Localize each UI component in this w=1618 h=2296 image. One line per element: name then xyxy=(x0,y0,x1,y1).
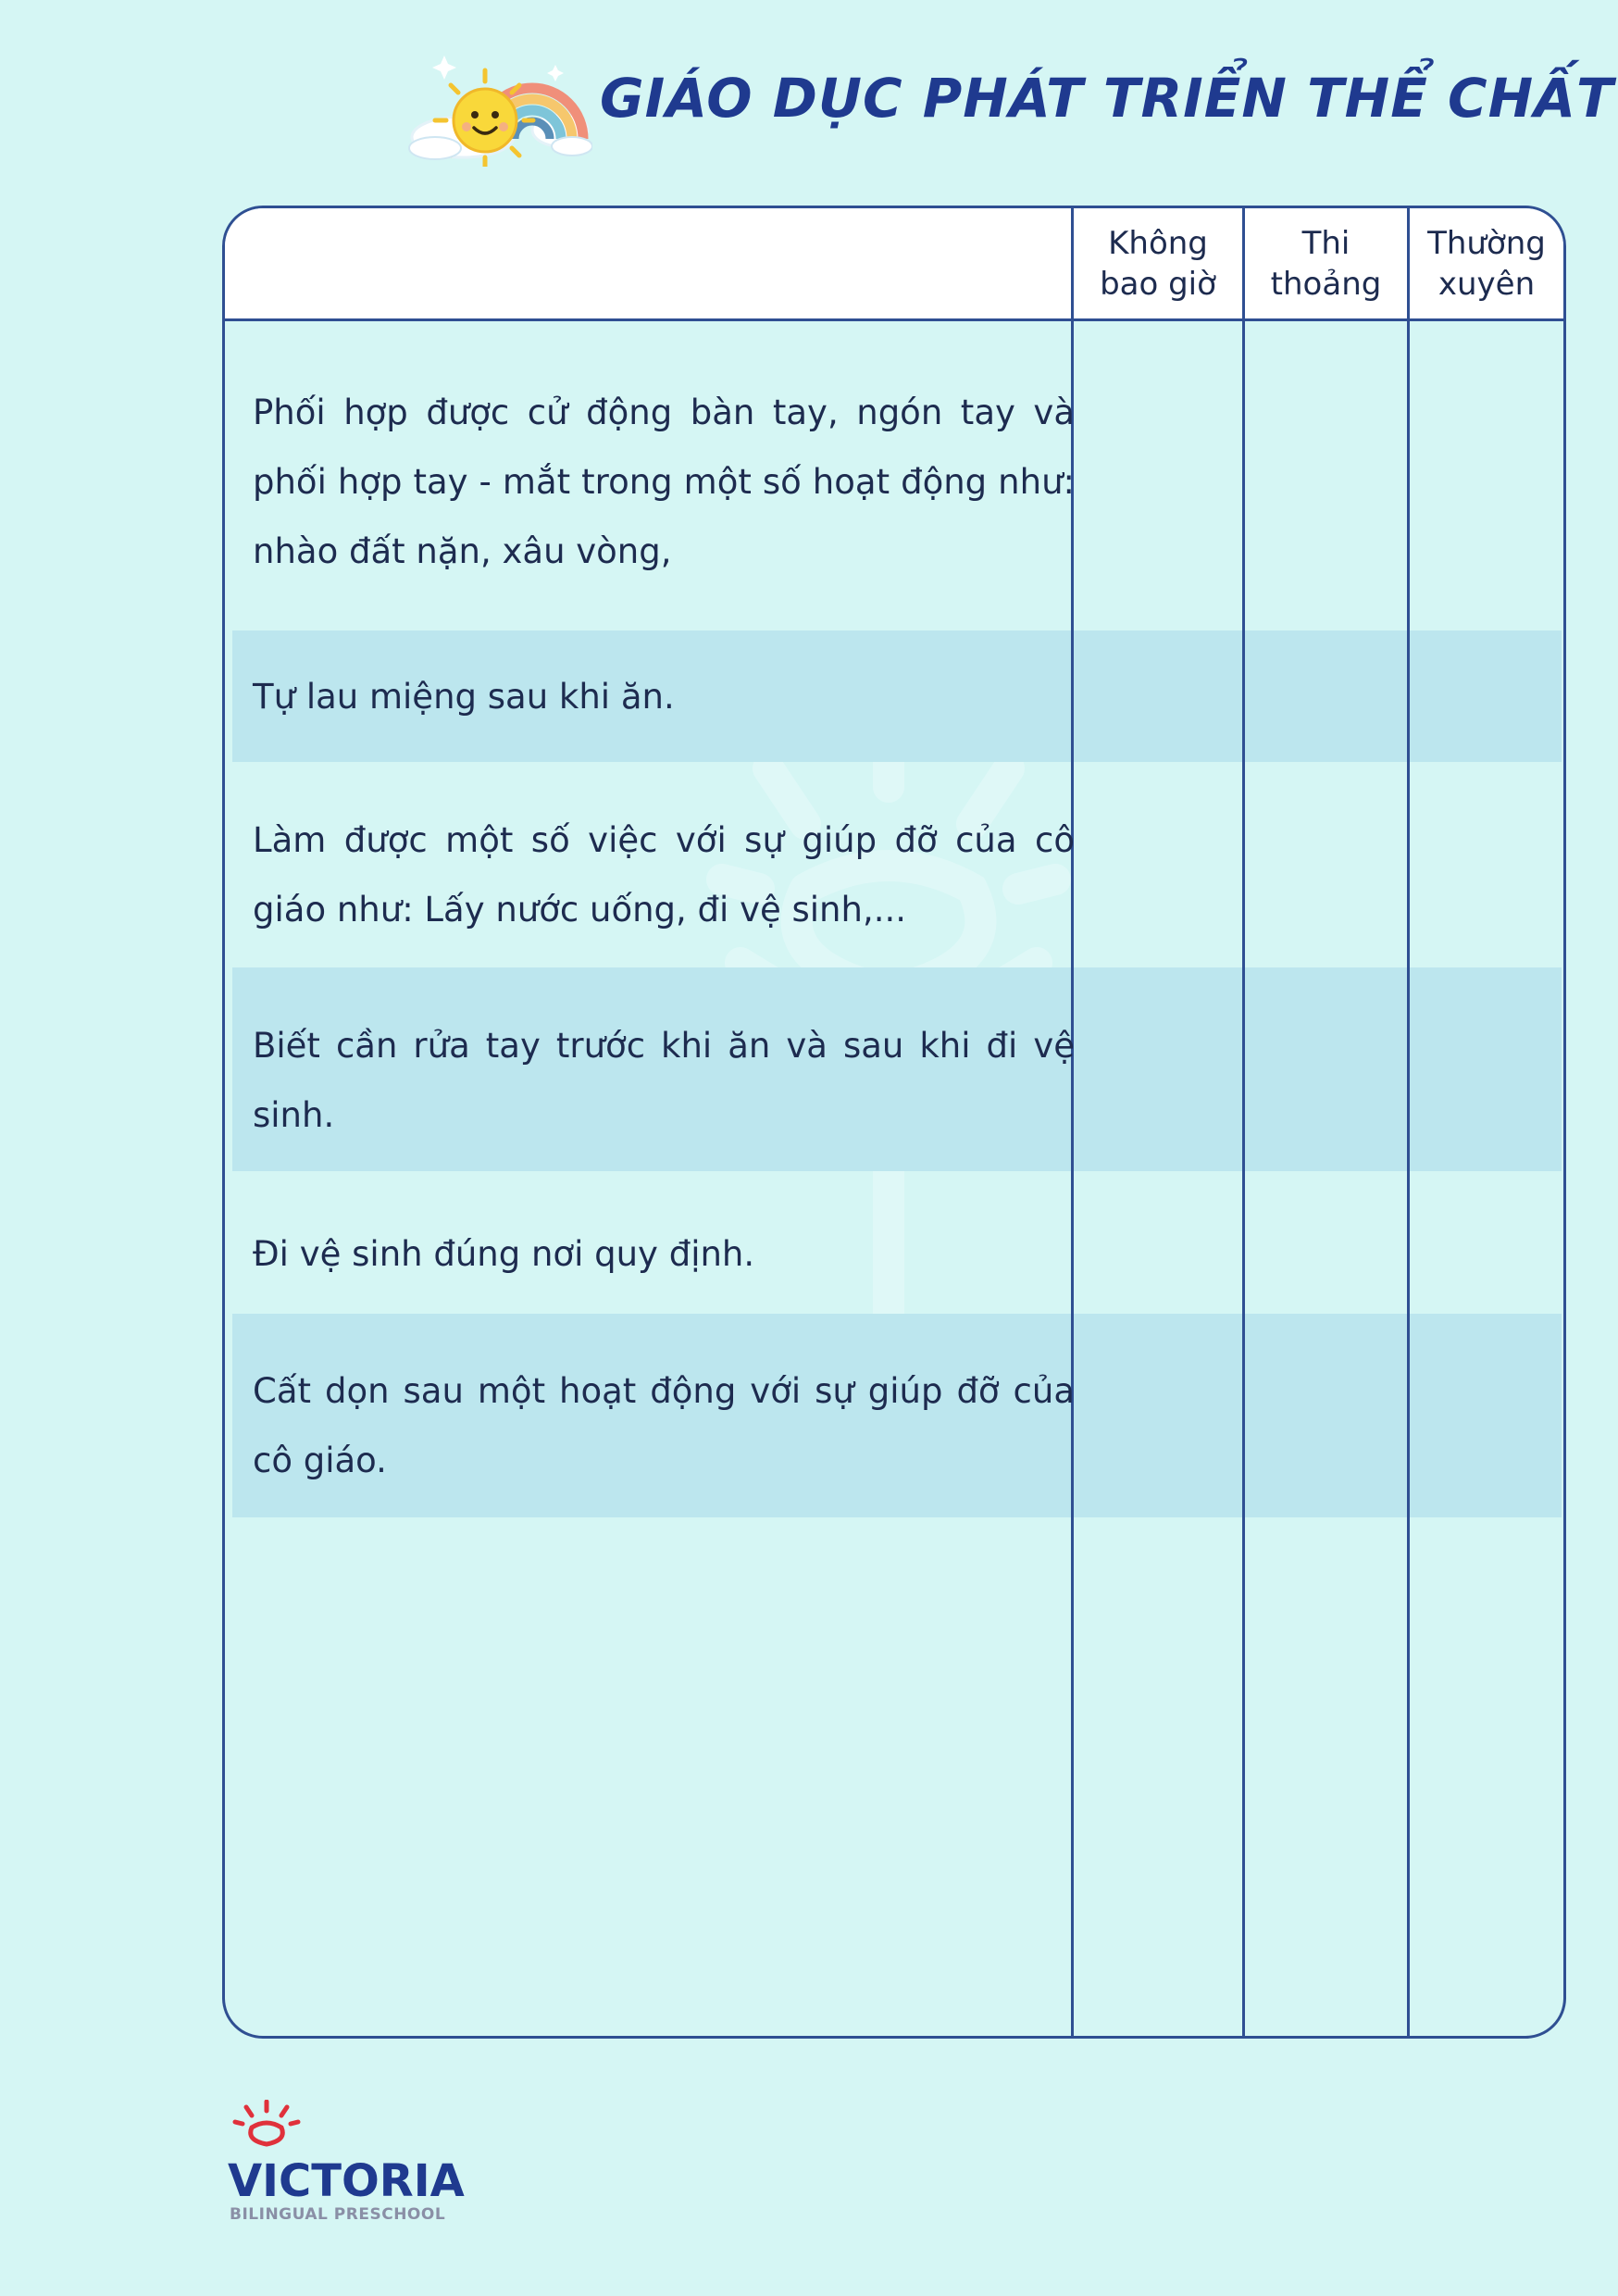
table-row: Làm được một số việc với sự giúp đỡ của cô giáo như: Lấy nước uống, đi vệ sinh,... xyxy=(253,820,1075,930)
column-divider xyxy=(1407,208,1410,2036)
logo-subtitle: BILINGUAL PRESCHOOL xyxy=(230,2205,446,2224)
column-divider xyxy=(1242,208,1245,2036)
table-row: Cất dọn sau một hoạt động với sự giúp đỡ của cô giáo. xyxy=(253,1371,1075,1480)
logo-name: VICTORIA xyxy=(228,2155,465,2207)
column-header-never: Không bao giờ xyxy=(1100,224,1216,303)
school-logo xyxy=(224,2100,465,2229)
table-row: Phối hợp được cử động bàn tay, ngón tay và phối hợp tay - mắt trong một số hoạt động như: nhào đất nặn, xâu vòng, xyxy=(253,393,1075,571)
column-header-often: Thường xuyên xyxy=(1427,224,1546,303)
table-row: Biết cần rửa tay trước khi ăn và sau khi đi vệ sinh. xyxy=(253,1026,1075,1135)
column-header-sometimes: Thi thoảng xyxy=(1270,224,1382,303)
table-row: Tự lau miệng sau khi ăn. xyxy=(253,677,675,717)
assessment-table xyxy=(222,206,1566,2039)
sun-rainbow-icon xyxy=(407,37,592,167)
table-row: Đi vệ sinh đúng nơi quy định. xyxy=(253,1234,755,1274)
page-title: GIÁO DỤC PHÁT TRIỂN THỂ CHẤT xyxy=(600,67,1614,130)
